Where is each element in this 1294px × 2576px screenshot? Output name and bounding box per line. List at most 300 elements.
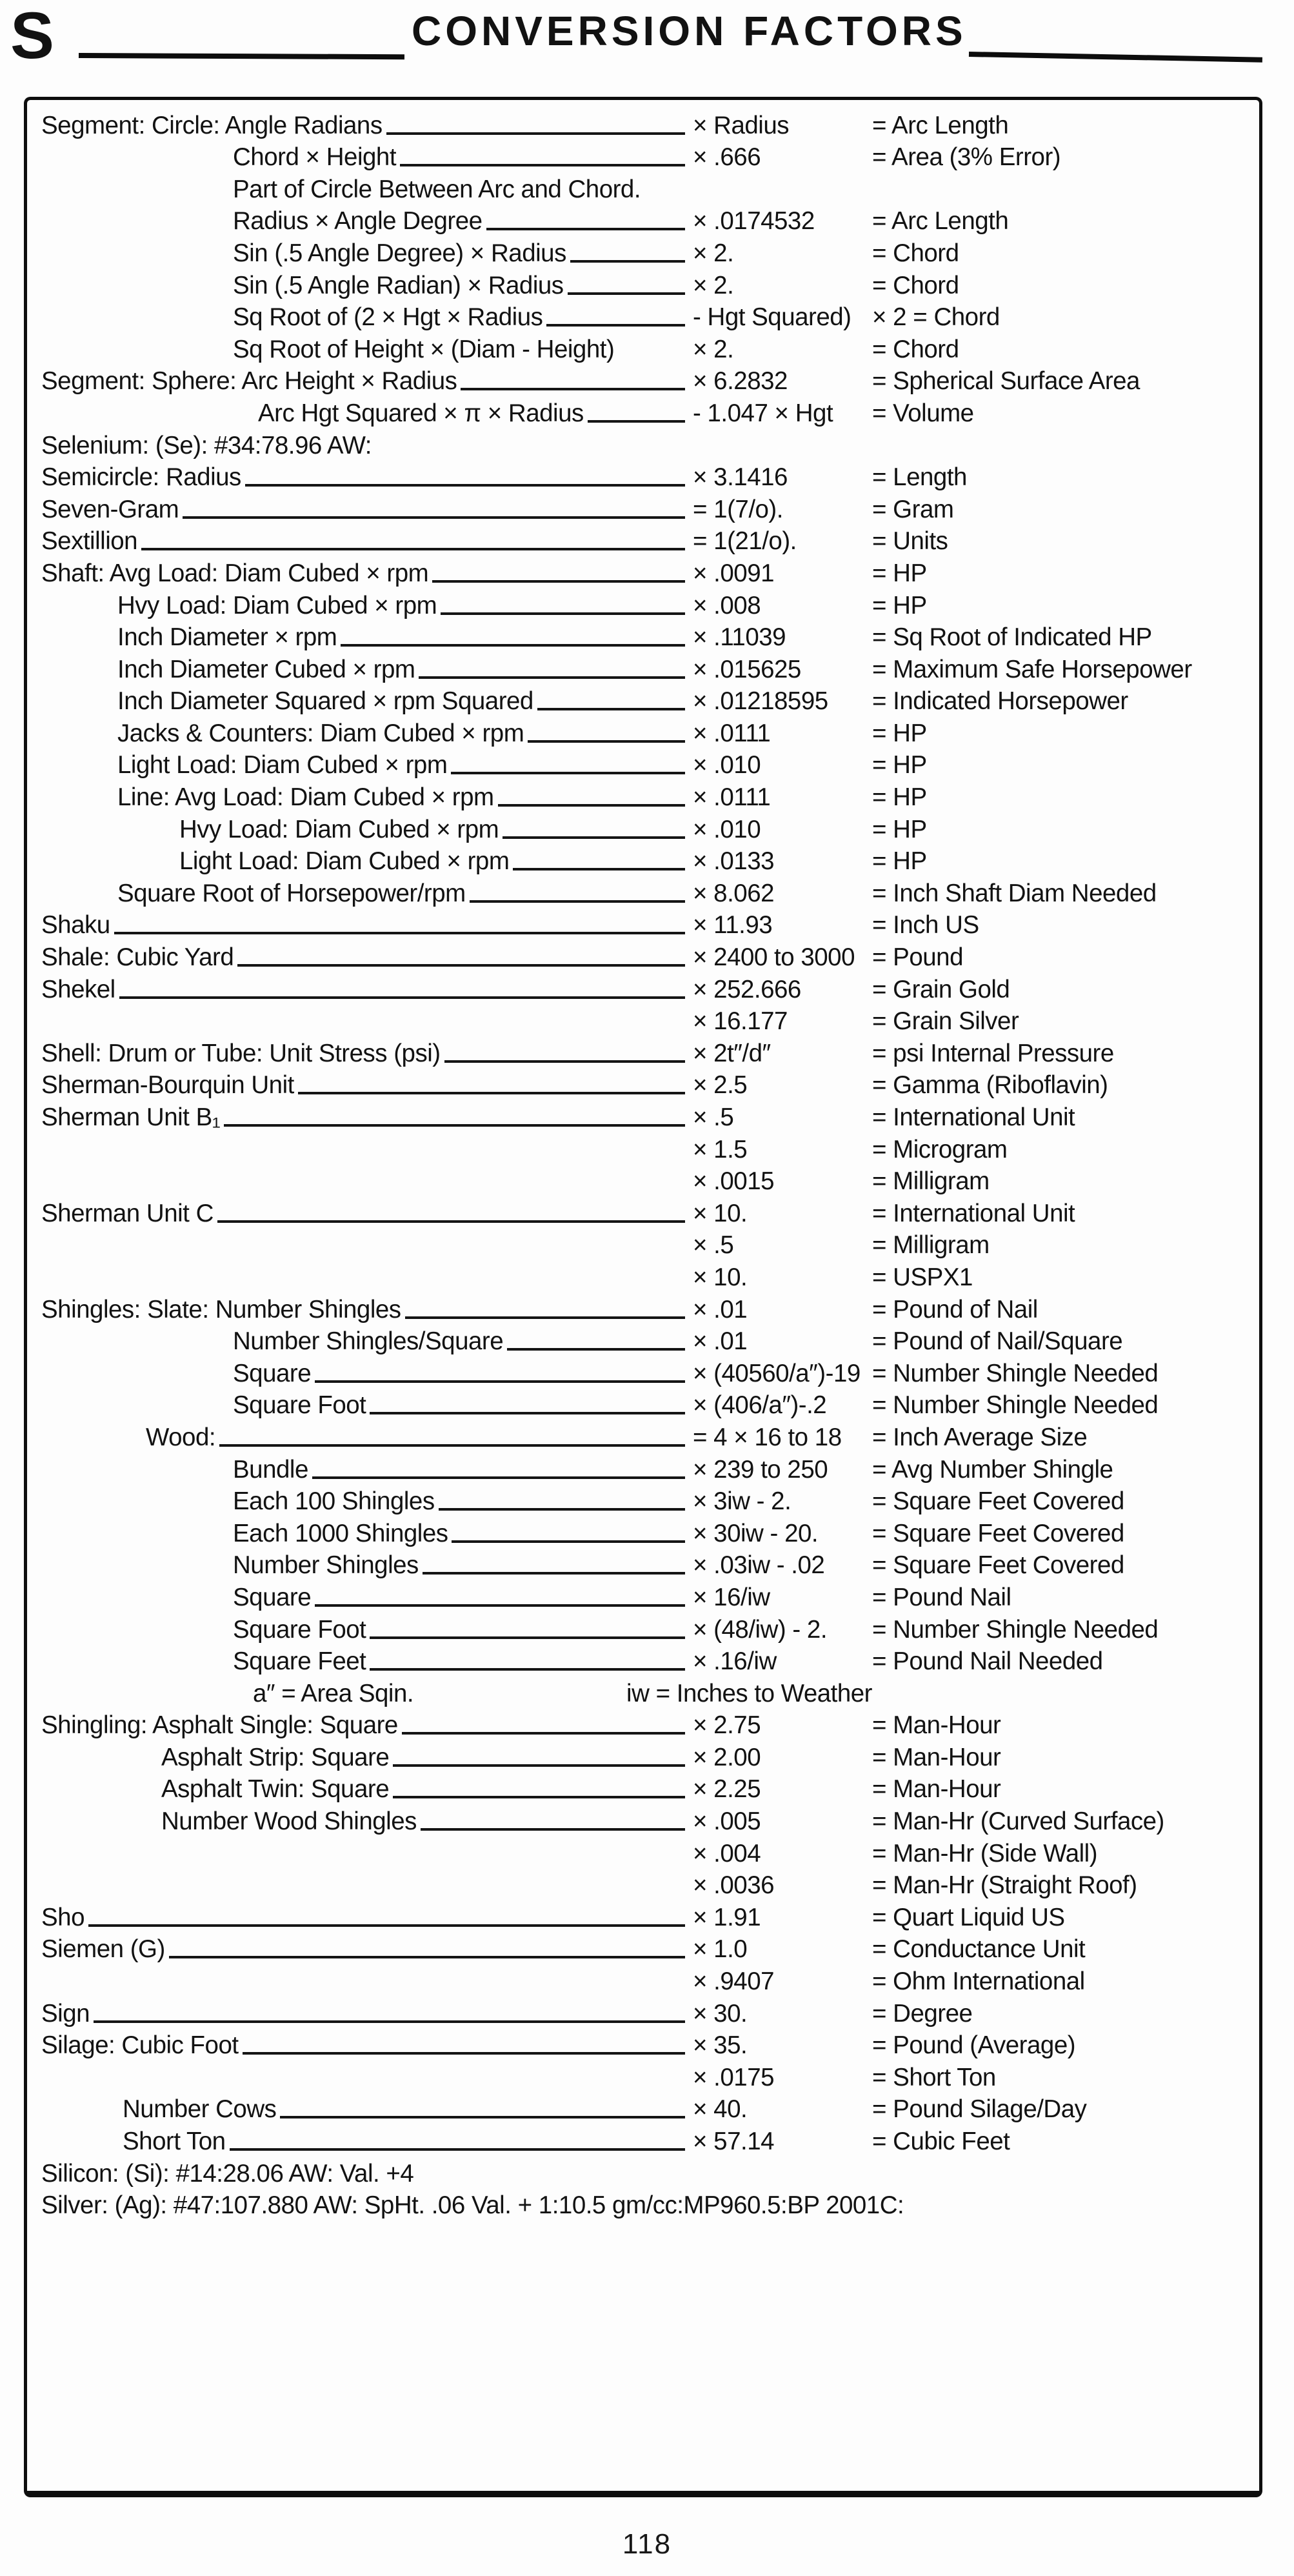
leader-line	[461, 388, 685, 390]
row-result: = Number Shingle Needed	[872, 1391, 1159, 1420]
table-row	[27, 1132, 1256, 1165]
row-factor: × 2t″/d″	[693, 1039, 771, 1067]
row-result: = Square Feet Covered	[872, 1487, 1124, 1516]
leader-line	[402, 1732, 685, 1735]
table-row	[27, 492, 1256, 525]
row-factor: × .010	[693, 815, 761, 843]
leader-line	[444, 1060, 685, 1063]
row-label: a″ = Area Sqin.	[253, 1679, 414, 1707]
row-result: = Inch Average Size	[872, 1423, 1088, 1451]
row-result: = Chord	[872, 239, 959, 267]
row-label: Sextillion	[41, 527, 138, 556]
leader-line	[513, 868, 685, 870]
table-row	[27, 461, 1256, 493]
table-row	[27, 589, 1256, 621]
table-row	[27, 2029, 1256, 2061]
leader-line	[217, 1220, 685, 1223]
section-letter: S	[10, 0, 53, 72]
row-label: Siemen (G)	[41, 1935, 165, 1964]
row-label: Square	[233, 1583, 312, 1611]
row-label: Square Feet	[233, 1647, 366, 1676]
row-factor: × 2.	[693, 239, 734, 267]
row-label: Bundle	[233, 1455, 308, 1484]
table-row	[27, 1964, 1256, 1997]
table-row	[27, 972, 1256, 1005]
row-result: = Volume	[872, 399, 974, 427]
table-row	[27, 1453, 1256, 1485]
leader-line	[219, 1444, 685, 1447]
leader-line	[298, 1092, 685, 1094]
row-result: = Units	[872, 527, 948, 556]
row-result: = Pound of Nail/Square	[872, 1327, 1123, 1356]
leader-line	[224, 1124, 685, 1127]
row-label: Wood:	[146, 1423, 216, 1451]
row-result: = Man-Hour	[872, 1711, 1001, 1740]
row-factor: × 10.	[693, 1263, 748, 1291]
table-row	[27, 1485, 1256, 1517]
row-factor: × .015625	[693, 655, 801, 683]
row-result: = Inch Shaft Diam Needed	[872, 879, 1157, 907]
table-row	[27, 1229, 1256, 1261]
row-factor: iw = Inches to Weather	[626, 1679, 872, 1707]
leader-line	[315, 1380, 685, 1383]
row-factor: × 3.1416	[693, 463, 788, 492]
table-row	[27, 268, 1256, 301]
row-label: Jacks & Counters: Diam Cubed × rpm	[117, 719, 524, 747]
leader-line	[183, 516, 685, 519]
row-label: Sherman Unit C	[41, 1199, 214, 1227]
table-row	[27, 1900, 1256, 1933]
row-result: = HP	[872, 783, 927, 812]
row-result: = Square Feet Covered	[872, 1551, 1124, 1580]
leader-line	[452, 1540, 685, 1543]
leader-line	[88, 1924, 685, 1927]
row-label: Inch Diameter Cubed × rpm	[117, 655, 415, 683]
row-result: = Number Shingle Needed	[872, 1359, 1159, 1387]
row-factor: × 8.062	[693, 879, 775, 907]
row-result: = HP	[872, 815, 927, 843]
table-row	[27, 812, 1256, 845]
table-row	[27, 845, 1256, 877]
table-row	[27, 2093, 1256, 2125]
table-row	[27, 780, 1256, 812]
row-result: = Ohm International	[872, 1967, 1085, 1996]
row-label: Sin (.5 Angle Degree) × Radius	[233, 239, 566, 267]
leader-line	[386, 132, 685, 135]
leader-line	[280, 2116, 685, 2118]
row-result: = Man-Hour	[872, 1743, 1001, 1771]
row-factor: × 16/iw	[693, 1583, 770, 1611]
row-factor: × (48/iw) - 2.	[693, 1615, 828, 1644]
table-row	[27, 1997, 1256, 2029]
table-row	[27, 1580, 1256, 1613]
leader-line	[114, 932, 685, 934]
table-row	[27, 1516, 1256, 1549]
row-result: = Grain Gold	[872, 975, 1010, 1003]
row-label: Shaft: Avg Load: Diam Cubed × rpm	[41, 559, 429, 587]
table-row	[27, 2189, 1256, 2221]
leader-line	[537, 708, 685, 710]
table-row	[27, 940, 1256, 972]
row-result: = Gram	[872, 495, 954, 523]
row-factor: × 6.2832	[693, 367, 788, 396]
table-row	[27, 1804, 1256, 1836]
table-row	[27, 685, 1256, 717]
row-label: Line: Avg Load: Diam Cubed × rpm	[117, 783, 494, 812]
row-factor: = 1(7/o).	[693, 495, 783, 523]
row-label: Shingles: Slate: Number Shingles	[41, 1295, 401, 1323]
row-label: Each 100 Shingles	[233, 1487, 435, 1516]
leader-line	[528, 740, 685, 743]
table-row	[27, 1005, 1256, 1037]
row-factor: × .004	[693, 1839, 761, 1867]
row-result: = Conductance Unit	[872, 1935, 1086, 1964]
row-result: = Grain Silver	[872, 1007, 1019, 1036]
row-label: Segment: Circle: Angle Radians	[41, 111, 383, 139]
leader-line	[486, 228, 685, 230]
row-factor: × .9407	[693, 1967, 775, 1996]
leader-line	[432, 580, 685, 583]
row-factor: × 239 to 250	[693, 1455, 828, 1484]
table-row	[27, 1676, 1256, 1709]
table-row	[27, 909, 1256, 941]
row-factor: × 2.5	[693, 1071, 748, 1100]
row-result: = Short Ton	[872, 2063, 996, 2091]
leader-line	[169, 1956, 685, 1958]
leader-line	[370, 1668, 685, 1671]
table-row	[27, 716, 1256, 749]
row-label: Inch Diameter Squared × rpm Squared	[117, 687, 533, 716]
row-result: = Sq Root of Indicated HP	[872, 623, 1152, 652]
leader-line	[237, 964, 685, 967]
row-result: = Avg Number Shingle	[872, 1455, 1113, 1484]
row-factor: × .0036	[693, 1871, 775, 1900]
row-label: Radius × Angle Degree	[233, 207, 483, 236]
row-label: Square Foot	[233, 1615, 366, 1644]
table-row	[27, 1165, 1256, 1197]
table-row	[27, 2157, 1256, 2189]
header-rule-left	[79, 53, 404, 59]
row-result: = HP	[872, 559, 927, 587]
row-label: Square Root of Horsepower/rpm	[117, 879, 466, 907]
row-label: Sin (.5 Angle Radian) × Radius	[233, 271, 564, 299]
row-label: Silage: Cubic Foot	[41, 2031, 239, 2060]
row-result: = Cubic Feet	[872, 2128, 1010, 2155]
row-result: = International Unit	[872, 1103, 1075, 1131]
row-factor: × (40560/a″)-19	[693, 1359, 861, 1387]
row-factor: × .010	[693, 751, 761, 780]
row-result: = Chord	[872, 271, 959, 299]
leader-line	[341, 644, 685, 647]
row-result: = HP	[872, 847, 927, 876]
row-factor: × .03iw - .02	[693, 1551, 825, 1580]
leader-line	[546, 324, 685, 327]
table-row	[27, 1325, 1256, 1357]
leader-line	[423, 1572, 685, 1575]
table-row	[27, 621, 1256, 653]
leader-line	[393, 1796, 685, 1798]
row-factor: × (406/a″)-.2	[693, 1391, 827, 1420]
leader-line	[498, 804, 685, 807]
table-row	[27, 332, 1256, 365]
leader-line	[243, 2052, 685, 2055]
row-label: Each 1000 Shingles	[233, 1519, 448, 1547]
leader-line	[312, 1476, 685, 1479]
leader-line	[119, 996, 685, 999]
page-number: 118	[622, 2528, 672, 2560]
row-label: Short Ton	[123, 2128, 226, 2155]
row-factor: × 2.	[693, 335, 734, 363]
row-result: = Pound of Nail	[872, 1295, 1038, 1323]
row-label: Silicon: (Si): #14:28.06 AW: Val. +4	[41, 2159, 414, 2188]
row-factor: × 30.	[693, 1999, 748, 2028]
row-factor: × .005	[693, 1807, 761, 1836]
row-factor: × 2.	[693, 271, 734, 299]
row-factor: × Radius	[693, 111, 790, 139]
row-label: Sign	[41, 1999, 90, 2028]
row-factor: × 16.177	[693, 1007, 788, 1036]
row-result: = HP	[872, 751, 927, 780]
table-row	[27, 1069, 1256, 1101]
leader-line	[94, 2020, 685, 2023]
leader-line	[507, 1348, 685, 1351]
table-row	[27, 1293, 1256, 1325]
row-factor: × .5	[693, 1231, 734, 1260]
row-factor: × .01218595	[693, 687, 828, 716]
header-rule-right	[969, 52, 1262, 63]
row-result: = Man-Hr (Side Wall)	[872, 1839, 1098, 1867]
table-row	[27, 749, 1256, 781]
table-row	[27, 652, 1256, 685]
leader-line	[370, 1412, 685, 1414]
row-label: Light Load: Diam Cubed × rpm	[179, 847, 510, 876]
row-factor: × .0111	[693, 783, 771, 812]
row-result: = Length	[872, 463, 967, 492]
table-row	[27, 365, 1256, 397]
row-label: Silver: (Ag): #47:107.880 AW: SpHt. .06 Val. + 1:10.5 gm/cc:MP960.5:BP 2001C:	[41, 2191, 904, 2220]
row-label: Sho	[41, 1903, 85, 1931]
row-factor: × .0091	[693, 559, 775, 587]
row-result: = Man-Hr (Straight Roof)	[872, 1871, 1137, 1900]
row-label: Selenium: (Se): #34:78.96 AW:	[41, 431, 372, 459]
row-result: = Arc Length	[872, 207, 1009, 236]
leader-line	[405, 1316, 685, 1319]
row-result: = Milligram	[872, 1231, 990, 1260]
leader-line	[315, 1604, 685, 1607]
row-label: Chord × Height	[233, 143, 397, 172]
row-label: Square Foot	[233, 1391, 366, 1420]
row-label: Shell: Drum or Tube: Unit Stress (psi)	[41, 1039, 441, 1067]
leader-line	[421, 1828, 685, 1831]
leader-line	[245, 484, 685, 487]
leader-line	[441, 612, 685, 615]
row-factor: × 1.5	[693, 1135, 748, 1163]
table-row	[27, 525, 1256, 557]
row-factor: × 40.	[693, 2095, 748, 2124]
row-factor: × .0174532	[693, 207, 815, 236]
leader-line	[503, 836, 685, 839]
row-label: Shekel	[41, 975, 115, 1003]
row-result: = Square Feet Covered	[872, 1519, 1124, 1547]
conversion-table	[27, 108, 1256, 2220]
row-label: Square	[233, 1359, 312, 1387]
row-label: Shale: Cubic Yard	[41, 943, 234, 972]
table-row	[27, 876, 1256, 909]
row-label: Inch Diameter × rpm	[117, 623, 337, 652]
row-result: = Man-Hr (Curved Surface)	[872, 1807, 1164, 1836]
row-factor: × .11039	[693, 623, 786, 652]
row-result: = International Unit	[872, 1199, 1075, 1227]
row-result: = HP	[872, 591, 927, 619]
table-row	[27, 556, 1256, 589]
table-row	[27, 205, 1256, 237]
row-factor: × .0133	[693, 847, 775, 876]
row-factor: × .5	[693, 1103, 734, 1131]
row-factor: × 10.	[693, 1199, 748, 1227]
leader-line	[419, 676, 685, 679]
row-factor: × .0111	[693, 719, 771, 747]
leader-line	[568, 292, 685, 295]
row-factor: × 35.	[693, 2031, 748, 2060]
table-row	[27, 1356, 1256, 1389]
row-factor: × .01	[693, 1327, 748, 1356]
row-label: Hvy Load: Diam Cubed × rpm	[117, 591, 437, 619]
leader-line	[439, 1508, 685, 1511]
row-factor: × 1.0	[693, 1935, 748, 1964]
table-row	[27, 1709, 1256, 1741]
row-factor: × 11.93	[693, 911, 773, 940]
row-factor: × 57.14	[693, 2128, 775, 2155]
row-label: Light Load: Diam Cubed × rpm	[117, 751, 448, 780]
row-factor: = 4 × 16 to 18	[693, 1423, 842, 1451]
leader-line	[141, 548, 685, 550]
table-row	[27, 1869, 1256, 1901]
row-factor: × 2.25	[693, 1775, 761, 1804]
table-row	[27, 1100, 1256, 1132]
row-label: Segment: Sphere: Arc Height × Radius	[41, 367, 457, 396]
table-row	[27, 1645, 1256, 1677]
row-result: = Pound (Average)	[872, 2031, 1076, 2060]
table-row	[27, 1196, 1256, 1229]
row-result: = Pound Nail Needed	[872, 1647, 1103, 1676]
row-label: Part of Circle Between Arc and Chord.	[233, 175, 641, 203]
row-label: Shingling: Asphalt Single: Square	[41, 1711, 398, 1740]
table-row	[27, 1389, 1256, 1421]
leader-line	[451, 772, 685, 774]
row-result: = Indicated Horsepower	[872, 687, 1128, 716]
table-row	[27, 1036, 1256, 1069]
table-row	[27, 1549, 1256, 1581]
row-factor: = 1(21/o).	[693, 527, 797, 556]
row-factor: × 2.00	[693, 1743, 761, 1771]
leader-line	[570, 260, 685, 263]
row-factor: × .0015	[693, 1167, 775, 1196]
row-label: Asphalt Twin: Square	[161, 1775, 390, 1804]
leader-line	[393, 1764, 685, 1767]
row-result: = Pound Nail	[872, 1583, 1011, 1611]
row-label: Asphalt Strip: Square	[161, 1743, 390, 1771]
page-title: CONVERSION FACTORS	[412, 8, 967, 54]
row-result: = Milligram	[872, 1167, 990, 1196]
row-label: Hvy Load: Diam Cubed × rpm	[179, 815, 499, 843]
row-label: Number Wood Shingles	[161, 1807, 417, 1836]
leader-line	[370, 1636, 685, 1639]
leader-line	[230, 2148, 685, 2151]
row-result: = Arc Length	[872, 111, 1009, 139]
row-result: = Man-Hour	[872, 1775, 1001, 1804]
row-factor: × 2400 to 3000	[693, 943, 855, 972]
row-factor: × .0175	[693, 2063, 775, 2091]
table-row	[27, 1613, 1256, 1645]
row-label: Number Shingles/Square	[233, 1327, 504, 1356]
row-factor: × 30iw - 20.	[693, 1519, 819, 1547]
table-row	[27, 108, 1256, 141]
table-row	[27, 1836, 1256, 1869]
table-row	[27, 1773, 1256, 1805]
row-result: = psi Internal Pressure	[872, 1039, 1114, 1067]
table-row	[27, 1740, 1256, 1773]
row-result: × 2 = Chord	[872, 303, 1000, 332]
row-label: Arc Hgt Squared × π × Radius	[258, 399, 584, 427]
row-factor: × 1.91	[693, 1903, 761, 1931]
row-factor: × 3iw - 2.	[693, 1487, 791, 1516]
row-factor: × 2.75	[693, 1711, 761, 1740]
row-label: Sq Root of (2 × Hgt × Radius	[233, 303, 543, 332]
row-label: Sq Root of Height × (Diam - Height)	[233, 335, 615, 363]
row-result: = Gamma (Riboflavin)	[872, 1071, 1108, 1100]
row-factor: × .16/iw	[693, 1647, 777, 1676]
row-label: Semicircle: Radius	[41, 463, 241, 492]
row-result: = HP	[872, 719, 927, 747]
row-result: = Maximum Safe Horsepower	[872, 655, 1192, 683]
row-result: = Chord	[872, 335, 959, 363]
row-label: Number Shingles	[233, 1551, 419, 1580]
row-result: = Number Shingle Needed	[872, 1615, 1159, 1644]
row-factor: × .008	[693, 591, 761, 619]
row-label: Shaku	[41, 911, 110, 940]
table-row	[27, 141, 1256, 173]
table-row	[27, 396, 1256, 428]
table-row	[27, 172, 1256, 205]
leader-line	[400, 164, 685, 166]
table-row	[27, 1420, 1256, 1453]
table-row	[27, 1260, 1256, 1293]
row-result: = Microgram	[872, 1135, 1008, 1163]
row-result: = Pound	[872, 943, 964, 972]
row-factor: - Hgt Squared)	[693, 303, 851, 332]
row-result: = Pound Silage/Day	[872, 2095, 1087, 2124]
leader-line	[588, 420, 685, 423]
row-label: Seven-Gram	[41, 495, 179, 523]
row-factor: × .01	[693, 1295, 748, 1323]
row-result: = Area (3% Error)	[872, 143, 1061, 172]
table-row	[27, 236, 1256, 268]
leader-line	[470, 900, 685, 903]
row-label: Sherman-Bourquin Unit	[41, 1071, 294, 1100]
row-result: = Quart Liquid US	[872, 1903, 1065, 1931]
row-factor: × 252.666	[693, 975, 801, 1003]
row-result: = Inch US	[872, 911, 979, 940]
row-factor: - 1.047 × Hgt	[693, 399, 833, 427]
table-row	[27, 301, 1256, 333]
row-result: = Degree	[872, 1999, 973, 2028]
table-row	[27, 2060, 1256, 2093]
table-row	[27, 1933, 1256, 1965]
row-label: Sherman Unit B₁	[41, 1103, 221, 1131]
row-result: = USPX1	[872, 1263, 973, 1291]
row-factor: × .666	[693, 143, 761, 172]
table-row	[27, 2124, 1256, 2157]
